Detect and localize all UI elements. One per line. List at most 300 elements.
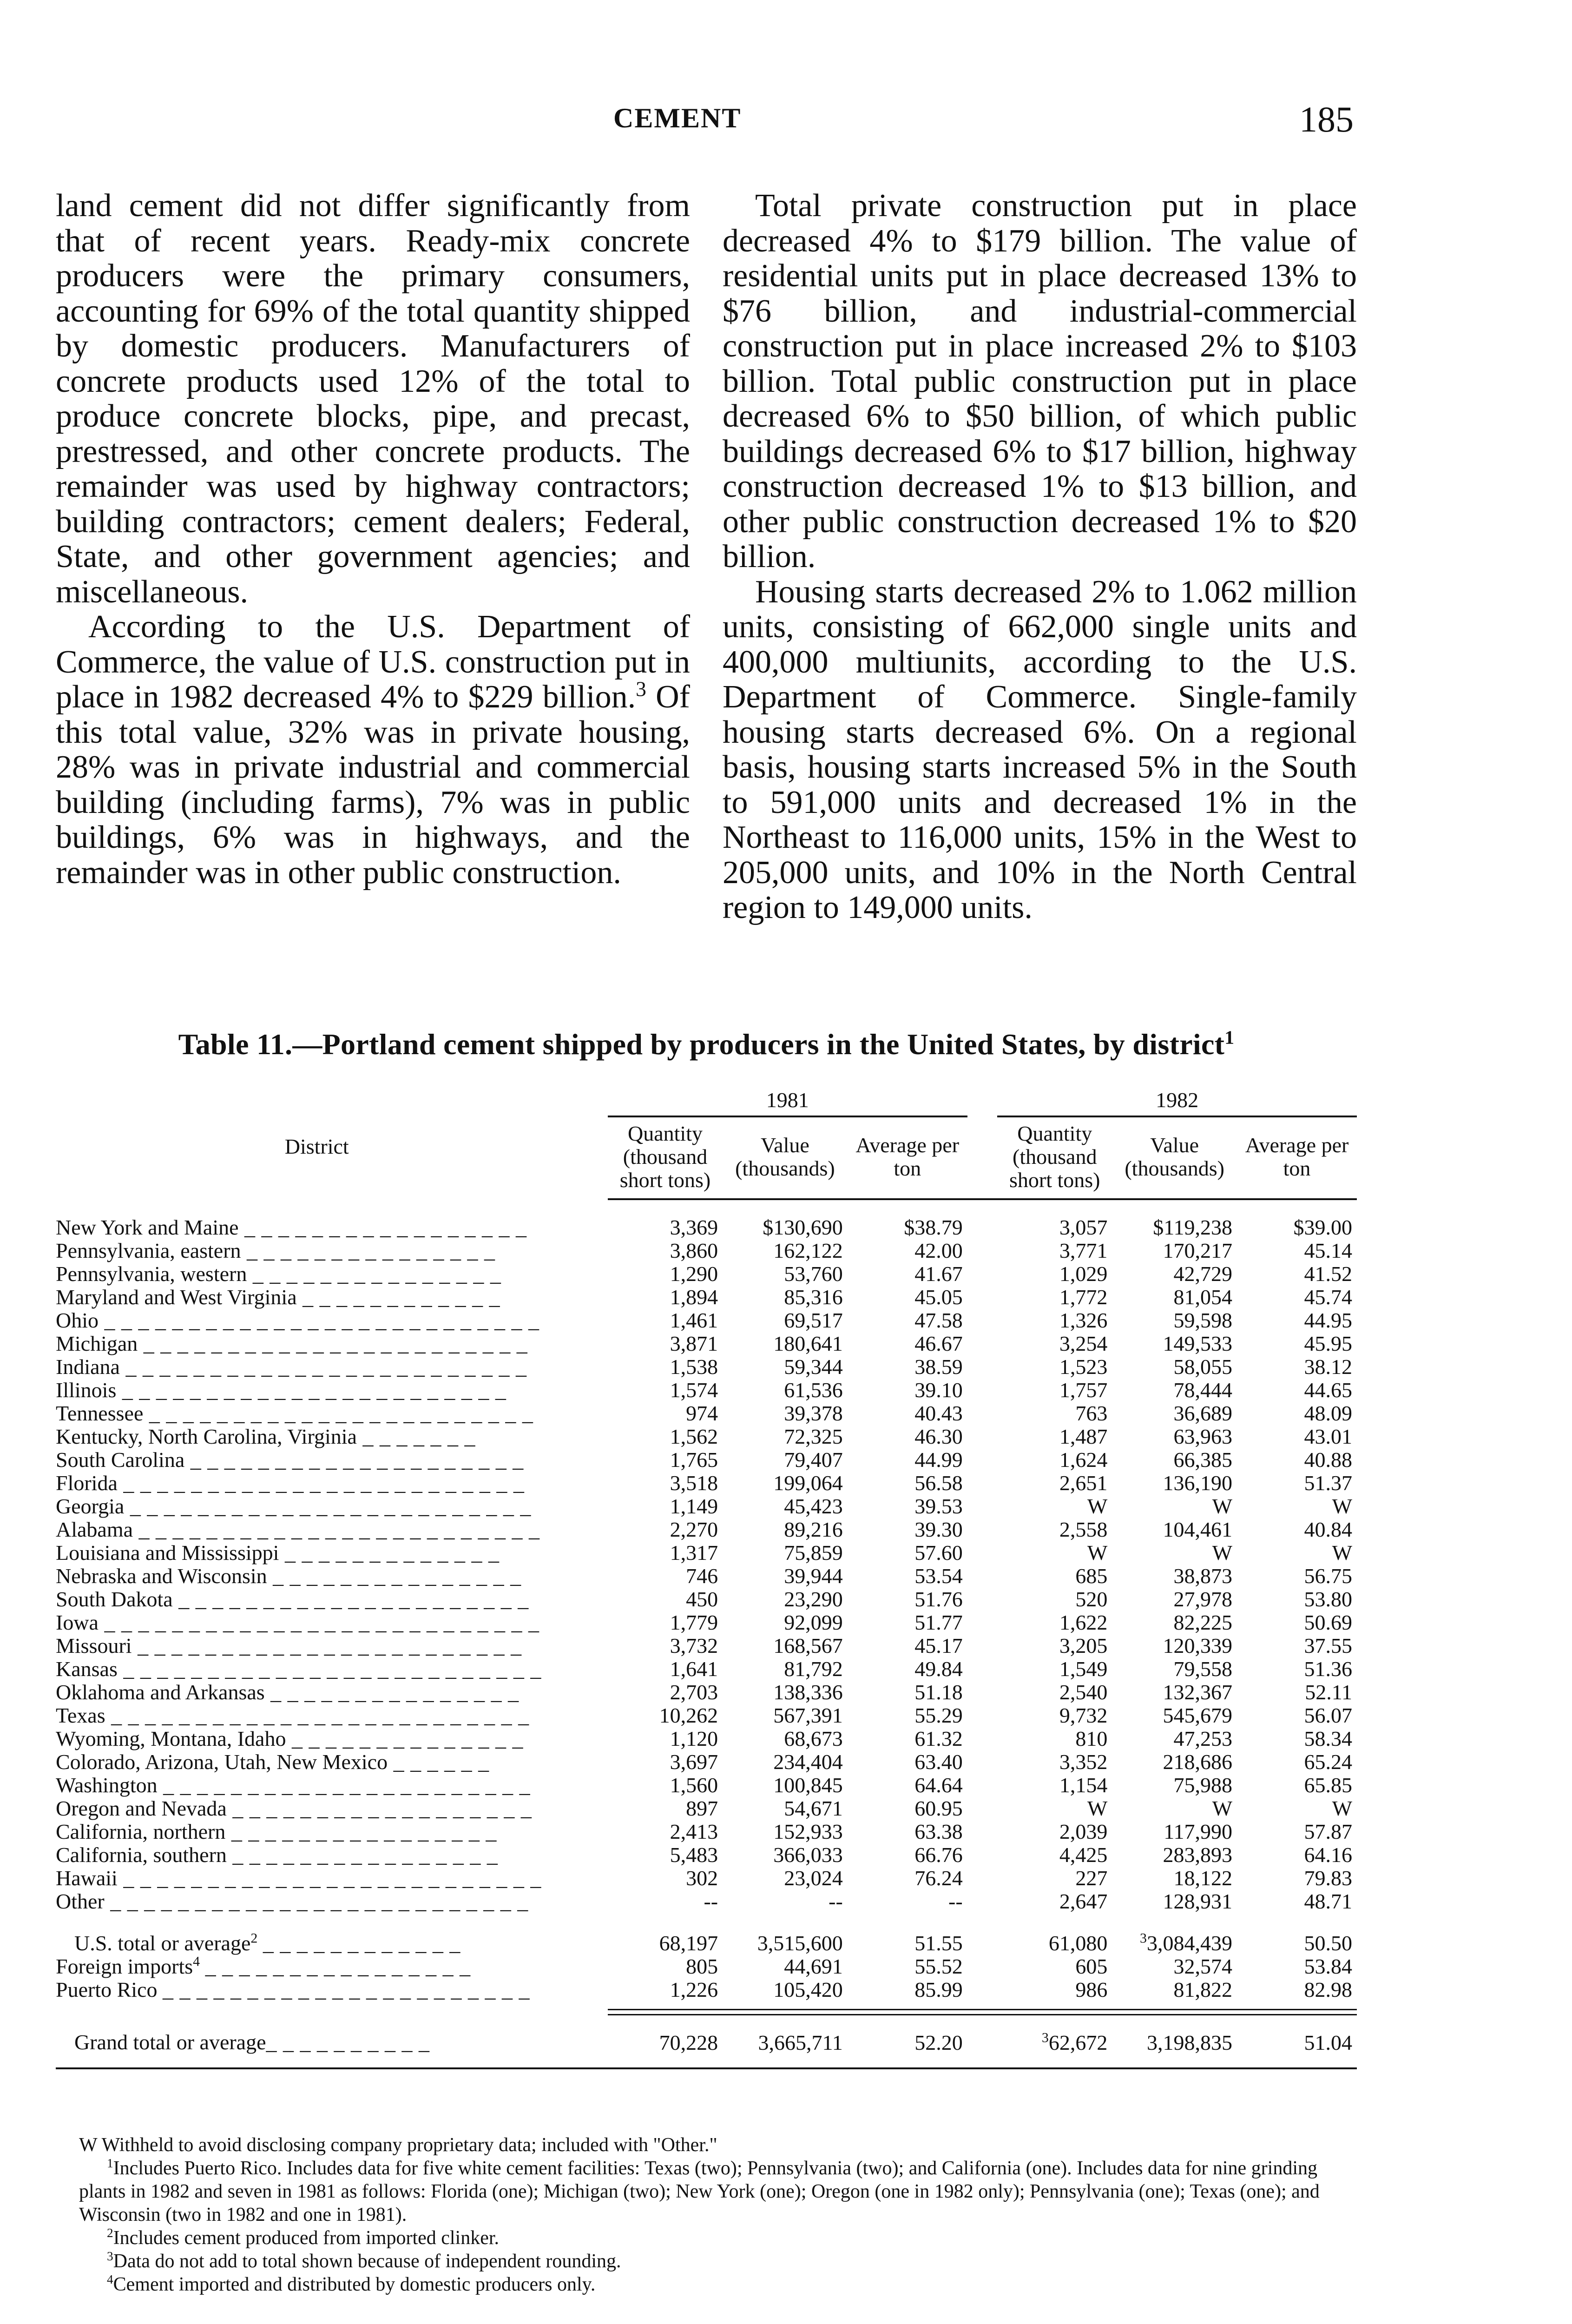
- cell: 43.01: [1304, 1425, 1352, 1448]
- district-name: California, northern: [56, 1820, 226, 1843]
- cell: 42,729: [1173, 1262, 1232, 1286]
- left-paragraph-1: land cement did not differ significantly from that of recent years. Ready-mix concrete producers were the primary consumers, accounting for 69% of the total quantity shipped by domestic producers. Manufacturers of concrete products used 12% of the total to produce concrete blocks, pipe, and precast, prestressed, and other concrete products. The remainder was used by highway contractors; building contractors; cement dealers; Federal, State, and other government agencies; and miscellaneous.: [56, 188, 690, 610]
- cell: 152,933: [773, 1820, 843, 1843]
- district-name: Tennessee: [56, 1401, 144, 1425]
- footnote-1: [79, 2157, 1357, 2226]
- cell: 45.17: [914, 1634, 963, 1657]
- cell: 128,931: [1163, 1889, 1232, 1913]
- district-cell: Nebraska and Wisconsin _ _ _ _ _ _ _ _ _ _ _ _ _ _ _: [56, 1564, 522, 1588]
- cell: W: [1332, 1494, 1352, 1518]
- cell: 1,461: [670, 1308, 718, 1332]
- cell: 40.88: [1304, 1448, 1352, 1472]
- cell: 49.84: [914, 1657, 963, 1681]
- cell: 61,080: [1048, 1931, 1108, 1955]
- cell: 82,225: [1173, 1611, 1232, 1634]
- cell: W: [1087, 1494, 1108, 1518]
- district-name: Washington: [56, 1773, 158, 1797]
- table-row: [56, 1611, 1357, 1634]
- district-cell: Oklahoma and Arkansas _ _ _ _ _ _ _ _ _ _ _ _ _ _ _: [56, 1680, 520, 1704]
- district-cell: Louisiana and Mississippi _ _ _ _ _ _ _ _ _ _ _ _ _: [56, 1541, 500, 1565]
- cell: 3,057: [1059, 1215, 1108, 1239]
- left-text-column: [56, 188, 690, 890]
- cell: 1,326: [1059, 1308, 1108, 1332]
- cell: 60.95: [914, 1796, 963, 1820]
- district-cell: Pennsylvania, western _ _ _ _ _ _ _ _ _ _ _ _ _ _ _: [56, 1262, 501, 1286]
- district-cell: Colorado, Arizona, Utah, New Mexico _ _ _ _ _ _: [56, 1750, 490, 1774]
- cell: 42.00: [914, 1239, 963, 1262]
- cell: 227: [1075, 1866, 1108, 1890]
- table-summary: [56, 1913, 1357, 2068]
- table-row: [56, 1843, 1357, 1867]
- cell: 763: [1075, 1401, 1108, 1425]
- cell: 162,122: [773, 1239, 843, 1262]
- district-name: New York and Maine: [56, 1215, 239, 1239]
- cell: 1,562: [670, 1425, 718, 1448]
- table-row: [56, 1750, 1357, 1774]
- cell: --: [704, 1889, 718, 1913]
- column-header-1982: 1982: [997, 1084, 1357, 1116]
- table-row: [56, 1634, 1357, 1657]
- cell: [997, 2015, 1112, 2055]
- cell: 85.99: [914, 1978, 963, 2001]
- district-name: Georgia: [56, 1494, 125, 1518]
- cell: 180,641: [773, 1332, 843, 1355]
- cell: 53.80: [1304, 1587, 1352, 1611]
- cell: 39.10: [914, 1378, 963, 1402]
- cell: 685: [1075, 1564, 1108, 1588]
- cell: 283,893: [1163, 1843, 1232, 1867]
- district-name: Florida: [56, 1471, 118, 1495]
- right-paragraph-2: Housing starts decreased 2% to 1.062 million units, consisting of 662,000 single units and 400,000 multiunits, according to the U.S. Department of Commerce. Single-family housing starts decreased 6%. On a regional basis, housing starts increased 5% in the South to 591,000 units and decreased 1% in the Northeast to 116,000 units, 15% in the West to 205,000 units, and 10% in the North Central region to 149,000 units.: [723, 574, 1357, 925]
- cell: 45,423: [784, 1494, 843, 1518]
- cell: 100,845: [773, 1773, 843, 1797]
- cell: 5,483: [670, 1843, 718, 1867]
- cell: 366,033: [773, 1843, 843, 1867]
- cell: 3,198,835: [1147, 2031, 1232, 2054]
- cell: 3,732: [670, 1634, 718, 1657]
- district-name: Iowa: [56, 1611, 99, 1634]
- district-cell: Florida _ _ _ _ _ _ _ _ _ _ _ _ _ _ _ _ _ _ _ _ _ _ _ _: [56, 1471, 525, 1495]
- cell: 44,691: [784, 1954, 843, 1978]
- cell: 57.87: [1304, 1820, 1352, 1843]
- cell: 23,290: [784, 1587, 843, 1611]
- cell: $119,238: [1153, 1215, 1232, 1239]
- table-row: [56, 1681, 1357, 1704]
- column-header-average-1982: Average per ton: [1237, 1116, 1357, 1199]
- summary-label-footnote: 4: [193, 1954, 200, 1969]
- cell: 2,651: [1059, 1471, 1108, 1495]
- cell: 3,515,600: [757, 1931, 843, 1955]
- cell: 47.58: [914, 1308, 963, 1332]
- cell: 138,336: [773, 1680, 843, 1704]
- district-cell: South Carolina _ _ _ _ _ _ _ _ _ _ _ _ _ _ _ _ _ _ _ _: [56, 1448, 524, 1472]
- right-paragraph-1: Total private construction put in place decreased 4% to $179 billion. The value of residential units put in place decreased 13% to $76 billion, and industrial-commercial construction put in place increased 2% to $103 billion. Total public construction put in place decreased 6% to $50 billion, of which public buildings decreased 6% to $17 billion, highway construction decreased 1% to $13 billion, and other public construction decreased 1% to $20 billion.: [723, 188, 1357, 574]
- cell: 51.18: [914, 1680, 963, 1704]
- cell: 1,779: [670, 1611, 718, 1634]
- cell: 46.67: [914, 1332, 963, 1355]
- table-row: [56, 1820, 1357, 1843]
- cell: 1,154: [1059, 1773, 1108, 1797]
- table-row: [56, 1402, 1357, 1425]
- cell: 3,697: [670, 1750, 718, 1774]
- cell: 72,325: [784, 1425, 843, 1448]
- district-name: Louisiana and Mississippi: [56, 1541, 279, 1565]
- district-name: Wyoming, Montana, Idaho: [56, 1727, 286, 1750]
- cell: 41.52: [1304, 1262, 1352, 1286]
- cell: 56.58: [914, 1471, 963, 1495]
- summary-label-text: U.S. total or average: [74, 1931, 251, 1955]
- cell: 56.75: [1304, 1564, 1352, 1588]
- cell: 2,703: [670, 1680, 718, 1704]
- district-name: Texas: [56, 1703, 105, 1727]
- cell: 53.54: [914, 1564, 963, 1588]
- cell: 56.07: [1304, 1703, 1352, 1727]
- district-cell: Wyoming, Montana, Idaho _ _ _ _ _ _ _ _ _ _ _ _ _ _: [56, 1727, 524, 1750]
- cell: 45.14: [1304, 1239, 1352, 1262]
- cell: 2,270: [670, 1518, 718, 1541]
- district-cell: California, southern _ _ _ _ _ _ _ _ _ _ _ _ _ _ _ _: [56, 1843, 498, 1867]
- district-cell: Pennsylvania, eastern _ _ _ _ _ _ _ _ _ _ _ _ _ _ _: [56, 1239, 496, 1262]
- table-row: [56, 1379, 1357, 1402]
- cell: 1,538: [670, 1355, 718, 1379]
- cell: 70,228: [659, 2031, 718, 2054]
- footnote-4: [79, 2273, 1357, 2296]
- district-name: Missouri: [56, 1634, 132, 1657]
- cell: 46.30: [914, 1425, 963, 1448]
- cell: W: [1212, 1796, 1232, 1820]
- grand-total-label-text: Grand total or average: [74, 2030, 266, 2054]
- cell: 10,262: [659, 1703, 718, 1727]
- cell: 1,549: [1059, 1657, 1108, 1681]
- cell: 63.38: [914, 1820, 963, 1843]
- cell: 48.71: [1304, 1889, 1352, 1913]
- district-name: Pennsylvania, western: [56, 1262, 247, 1286]
- table-row: [56, 1565, 1357, 1588]
- cell: W: [1332, 1541, 1352, 1565]
- footnote-ref-3: 3: [636, 677, 646, 701]
- cell: 1,757: [1059, 1378, 1108, 1402]
- district-cell: Iowa _ _ _ _ _ _ _ _ _ _ _ _ _ _ _ _ _ _ _ _ _ _ _ _ _ _: [56, 1611, 539, 1634]
- cell: 149,533: [1163, 1332, 1232, 1355]
- cell: 105,420: [773, 1978, 843, 2001]
- cell: 63.40: [914, 1750, 963, 1774]
- cell: 136,190: [1163, 1471, 1232, 1495]
- cell: 66.76: [914, 1843, 963, 1867]
- cell: 81,792: [784, 1657, 843, 1681]
- cell: 38.12: [1304, 1355, 1352, 1379]
- footnote-1-mark: 1: [107, 2156, 113, 2170]
- summary-label: Foreign imports$^4$ _ _ _ _ _ _ _ _ _ _ _ _ _ _ _ _: [56, 1954, 471, 1978]
- footnote-2: [79, 2226, 1357, 2250]
- cell: 32,574: [1173, 1954, 1232, 1978]
- cell: 4,425: [1059, 1843, 1108, 1867]
- cell: 51.36: [1304, 1657, 1352, 1681]
- cell: 41.67: [914, 1262, 963, 1286]
- district-cell: Illinois _ _ _ _ _ _ _ _ _ _ _ _ _ _ _ _ _ _ _ _ _ _ _: [56, 1378, 506, 1402]
- district-name: Illinois: [56, 1378, 117, 1402]
- table-row: [56, 1425, 1357, 1448]
- column-header-quantity-1981: Quantity (thousand short tons): [608, 1116, 723, 1199]
- table-11: [56, 1027, 1357, 2069]
- cell: 38.59: [914, 1355, 963, 1379]
- total-double-rule: [56, 2010, 1357, 2015]
- table-row: [56, 1472, 1357, 1495]
- cell: 89,216: [784, 1518, 843, 1541]
- cell: 1,120: [670, 1727, 718, 1750]
- cell: --: [948, 1889, 963, 1913]
- district-cell: Tennessee _ _ _ _ _ _ _ _ _ _ _ _ _ _ _ _ _ _ _ _ _ _ _: [56, 1401, 533, 1425]
- cell: $39.00: [1293, 1215, 1352, 1239]
- cell-value: 3,084,439: [1147, 1931, 1232, 1955]
- table-row: [56, 1262, 1357, 1286]
- cell: 218,686: [1163, 1750, 1232, 1774]
- cell: 39.53: [914, 1494, 963, 1518]
- cell: 44.99: [914, 1448, 963, 1472]
- cell: 61,536: [784, 1378, 843, 1402]
- cell: 39,944: [784, 1564, 843, 1588]
- footnote-3-text: Data do not add to total shown because of independent rounding.: [113, 2251, 621, 2272]
- cell: 65.24: [1304, 1750, 1352, 1774]
- cell: W: [1087, 1541, 1108, 1565]
- cell: 1,641: [670, 1657, 718, 1681]
- cell: 986: [1075, 1978, 1108, 2001]
- summary-label-footnote: 2: [250, 1930, 258, 1946]
- cell: 1,622: [1059, 1611, 1108, 1634]
- district-cell: California, northern _ _ _ _ _ _ _ _ _ _ _ _ _ _ _ _: [56, 1820, 497, 1843]
- grand-total-label: Grand total or average_ _ _ _ _ _ _ _ _ _: [74, 2030, 430, 2054]
- footnote-w: W Withheld to avoid disclosing company proprietary data; included with "Other.": [79, 2134, 717, 2156]
- cell: W: [1212, 1541, 1232, 1565]
- cell: 302: [686, 1866, 718, 1890]
- page-header: [0, 99, 1572, 144]
- cell: 82.98: [1304, 1978, 1352, 2001]
- table-row: [56, 1727, 1357, 1750]
- table-row-grand-total: [56, 2015, 1357, 2055]
- cell: 92,099: [784, 1611, 843, 1634]
- district-header-label: District: [284, 1135, 349, 1158]
- district-name: Michigan: [56, 1332, 138, 1355]
- footnote-3: [79, 2250, 1357, 2273]
- cell: 51.37: [1304, 1471, 1352, 1495]
- running-title: CEMENT: [613, 103, 742, 133]
- cell: W: [1212, 1494, 1232, 1518]
- cell: 1,226: [670, 1978, 718, 2001]
- summary-label-text: Foreign imports: [56, 1954, 193, 1978]
- cell: 3,665,711: [758, 2031, 843, 2054]
- district-cell: Indiana _ _ _ _ _ _ _ _ _ _ _ _ _ _ _ _ _ _ _ _ _ _ _ _: [56, 1355, 527, 1379]
- cell: 3,518: [670, 1471, 718, 1495]
- cell: 810: [1075, 1727, 1108, 1750]
- table-row: [56, 1588, 1357, 1611]
- cell: 57.60: [914, 1541, 963, 1565]
- cell: 75,988: [1173, 1773, 1232, 1797]
- cell: 117,990: [1164, 1820, 1232, 1843]
- cell: 79,407: [784, 1448, 843, 1472]
- cell: W: [1332, 1796, 1352, 1820]
- cell: 53.84: [1304, 1954, 1352, 1978]
- cell: 36,689: [1173, 1401, 1232, 1425]
- district-cell: Ohio _ _ _ _ _ _ _ _ _ _ _ _ _ _ _ _ _ _ _ _ _ _ _ _ _ _: [56, 1308, 539, 1332]
- district-name: Oklahoma and Arkansas: [56, 1680, 265, 1704]
- footnote-2-text: Includes cement produced from imported clinker.: [113, 2227, 500, 2249]
- cell: 45.05: [914, 1285, 963, 1309]
- cell: 59,598: [1173, 1308, 1232, 1332]
- cell: 48.09: [1304, 1401, 1352, 1425]
- cell: 3,369: [670, 1215, 718, 1239]
- cell: 50.50: [1304, 1931, 1352, 1955]
- cell: 1,574: [670, 1378, 718, 1402]
- footnote-3-mark: 3: [107, 2249, 113, 2263]
- cell: 45.95: [1304, 1332, 1352, 1355]
- district-name: Kansas: [56, 1657, 118, 1681]
- cell: 2,558: [1059, 1518, 1108, 1541]
- district-cell: Hawaii _ _ _ _ _ _ _ _ _ _ _ _ _ _ _ _ _ _ _ _ _ _ _ _ _: [56, 1866, 542, 1890]
- cell: 38,873: [1173, 1564, 1232, 1588]
- cell: 55.52: [914, 1954, 963, 1978]
- cell: 76.24: [914, 1866, 963, 1890]
- cell: 1,894: [670, 1285, 718, 1309]
- district-name: Ohio: [56, 1308, 99, 1332]
- table-row: [56, 1216, 1357, 1239]
- cell: 44.65: [1304, 1378, 1352, 1402]
- cell: W: [1087, 1796, 1108, 1820]
- summary-label: Puerto Rico _ _ _ _ _ _ _ _ _ _ _ _ _ _ _ _ _ _ _ _ _ _: [56, 1978, 530, 2001]
- district-cell: Kentucky, North Carolina, Virginia _ _ _ _ _ _ _: [56, 1425, 476, 1448]
- footnote-4-mark: 4: [107, 2272, 113, 2286]
- district-name: California, southern: [56, 1843, 227, 1867]
- district-cell: South Dakota _ _ _ _ _ _ _ _ _ _ _ _ _ _ _ _ _ _ _ _ _: [56, 1587, 529, 1611]
- cell-footnote: 3: [1140, 1930, 1147, 1946]
- footnote-2-mark: 2: [107, 2226, 113, 2240]
- cell: 58,055: [1173, 1355, 1232, 1379]
- cell: 64.16: [1304, 1843, 1352, 1867]
- cell: 2,540: [1059, 1680, 1108, 1704]
- cell: 53,760: [784, 1262, 843, 1286]
- cell: 65.85: [1304, 1773, 1352, 1797]
- cell: 746: [686, 1564, 718, 1588]
- cell: 3,871: [670, 1332, 718, 1355]
- district-name: South Carolina: [56, 1448, 185, 1472]
- table-title-footnote: 1: [1224, 1026, 1235, 1048]
- cell: 39,378: [784, 1401, 843, 1425]
- cell: 23,024: [784, 1866, 843, 1890]
- cell: 2,647: [1059, 1889, 1108, 1913]
- cement-shipments-table: [56, 1084, 1357, 2069]
- cell: $38.79: [904, 1215, 963, 1239]
- cell: 75,859: [784, 1541, 843, 1565]
- table-footnotes: [79, 2133, 1357, 2296]
- page-number: 185: [1299, 99, 1354, 139]
- cell: 81,054: [1173, 1285, 1232, 1309]
- cell: 3,771: [1059, 1239, 1108, 1262]
- district-name: South Dakota: [56, 1587, 173, 1611]
- cell: 27,978: [1173, 1587, 1232, 1611]
- cell: 170,217: [1163, 1239, 1232, 1262]
- cell: 59,344: [784, 1355, 843, 1379]
- table-title: [56, 1027, 1357, 1062]
- cell: $130,690: [763, 1215, 843, 1239]
- column-header-value-1982: Value (thousands): [1112, 1116, 1237, 1199]
- table-row-foreign-imports: [56, 1955, 1357, 1978]
- right-text-column: [723, 188, 1357, 925]
- summary-label: U.S. total or average$^2$ _ _ _ _ _ _ _ _ _ _ _ _: [74, 1930, 461, 1955]
- cell: 1,149: [670, 1494, 718, 1518]
- table-row: [56, 1332, 1357, 1355]
- table-row: [56, 1495, 1357, 1518]
- district-name: Maryland and West Virginia: [56, 1285, 297, 1309]
- district-cell: New York and Maine _ _ _ _ _ _ _ _ _ _ _ _ _ _ _ _ _: [56, 1215, 527, 1239]
- district-name: Other: [56, 1889, 105, 1913]
- column-header-quantity-1982: Quantity (thousand short tons): [997, 1116, 1112, 1199]
- cell: 9,732: [1059, 1703, 1108, 1727]
- cell: 2,413: [670, 1820, 718, 1843]
- cell: 3,352: [1059, 1750, 1108, 1774]
- cell: 54,671: [784, 1796, 843, 1820]
- cell: 1,765: [670, 1448, 718, 1472]
- table-row: [56, 1355, 1357, 1379]
- district-name: Indiana: [56, 1355, 120, 1379]
- table-row: [56, 1309, 1357, 1332]
- cell: 104,461: [1163, 1518, 1232, 1541]
- table-row-us-total: [56, 1929, 1357, 1955]
- cell: 974: [686, 1401, 718, 1425]
- cell: 234,404: [773, 1750, 843, 1774]
- cell: 51.76: [914, 1587, 963, 1611]
- cell: 3,254: [1059, 1332, 1108, 1355]
- table-row: [56, 1704, 1357, 1727]
- district-name: Colorado, Arizona, Utah, New Mexico: [56, 1750, 388, 1774]
- cell: 1,624: [1059, 1448, 1108, 1472]
- cell: 1,772: [1059, 1285, 1108, 1309]
- cell: 55.29: [914, 1703, 963, 1727]
- cell: 1,029: [1059, 1262, 1108, 1286]
- district-cell: Alabama _ _ _ _ _ _ _ _ _ _ _ _ _ _ _ _ _ _ _ _ _ _ _ _: [56, 1518, 540, 1541]
- district-cell: Missouri _ _ _ _ _ _ _ _ _ _ _ _ _ _ _ _ _ _ _ _ _ _ _: [56, 1634, 522, 1657]
- column-header-district: [56, 1084, 578, 1199]
- cell: 199,064: [773, 1471, 843, 1495]
- cell: 44.95: [1304, 1308, 1352, 1332]
- district-cell: Georgia _ _ _ _ _ _ _ _ _ _ _ _ _ _ _ _ _ _ _ _ _ _ _ _: [56, 1494, 532, 1518]
- cell: 37.55: [1304, 1634, 1352, 1657]
- district-cell: Michigan _ _ _ _ _ _ _ _ _ _ _ _ _ _ _ _ _ _ _ _ _ _ _: [56, 1332, 528, 1355]
- district-cell: Kansas _ _ _ _ _ _ _ _ _ _ _ _ _ _ _ _ _ _ _ _ _ _ _ _ _: [56, 1657, 542, 1681]
- district-name: Alabama: [56, 1518, 133, 1541]
- cell: 39.30: [914, 1518, 963, 1541]
- cell: 45.74: [1304, 1285, 1352, 1309]
- cell: 61.32: [914, 1727, 963, 1750]
- cell: 3,860: [670, 1239, 718, 1262]
- district-cell: Maryland and West Virginia _ _ _ _ _ _ _ _ _ _ _ _: [56, 1285, 500, 1309]
- table-row: [56, 1518, 1357, 1541]
- cell: 47,253: [1173, 1727, 1232, 1750]
- cell: 567,391: [773, 1703, 843, 1727]
- cell: 1,560: [670, 1773, 718, 1797]
- district-name: Nebraska and Wisconsin: [56, 1564, 267, 1588]
- summary-label-text: Puerto Rico: [56, 1978, 158, 2001]
- cell: 450: [686, 1587, 718, 1611]
- district-name: Hawaii: [56, 1866, 118, 1890]
- cell: 605: [1075, 1954, 1108, 1978]
- table-row-puerto-rico: [56, 1978, 1357, 2001]
- cell: 545,679: [1163, 1703, 1232, 1727]
- cell: 1,523: [1059, 1355, 1108, 1379]
- left-paragraph-2-start: According to the U.S. Department of Commerce, the value of U.S. construction put in place in 1982 decreased 4% to $229 billion.: [56, 609, 690, 715]
- cell-value: 62,672: [1048, 2031, 1108, 2054]
- cell: 78,444: [1173, 1378, 1232, 1402]
- table-row: [56, 1890, 1357, 1913]
- table-row: [56, 1867, 1357, 1890]
- cell: 1,317: [670, 1541, 718, 1565]
